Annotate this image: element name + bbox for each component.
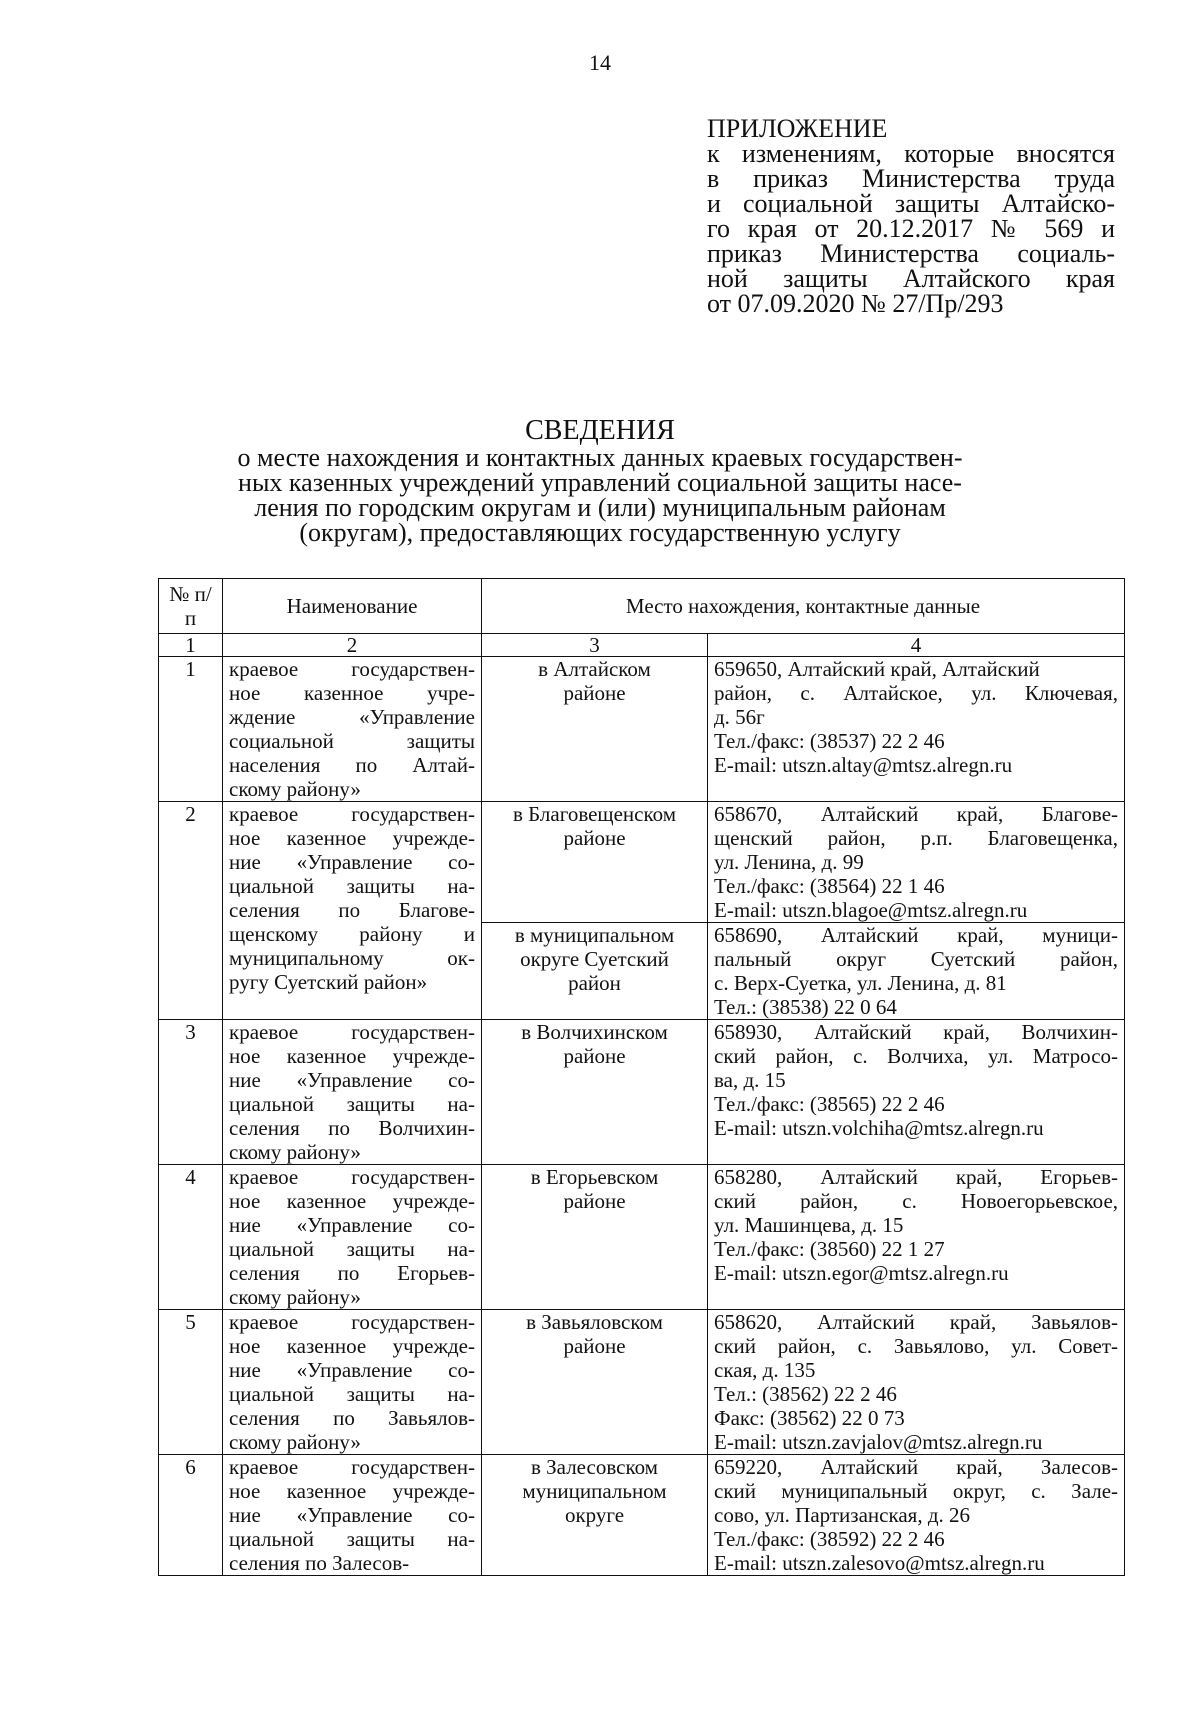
cell-line: селения по Завьялов- (229, 1406, 475, 1430)
contact-line: ул. Машинцева, д. 15 (714, 1213, 904, 1237)
row-number: 2 (159, 802, 223, 1020)
contact-line: Тел./факс: (38565) 22 2 46 (714, 1092, 945, 1116)
appendix-line: приказ Министерства социаль- (707, 239, 1115, 268)
row-number: 6 (159, 1455, 223, 1576)
contact-line: Тел./факс: (38537) 22 2 46 (714, 729, 945, 753)
contact-line: д. 56г (714, 705, 765, 729)
table-row (159, 1455, 1125, 1576)
appendix-line: ной защиты Алтайского края (707, 264, 1115, 293)
cell-line: ние «Управление со- (229, 1068, 475, 1092)
appendix-line: от 07.09.2020 № 27/Пр/293 (707, 289, 1004, 318)
contact-line: 658280, Алтайский край, Егорьев- (714, 1165, 1119, 1189)
cell-line: в Благовещенском (512, 802, 677, 826)
header-location: Место нахождения, контактные данные (482, 579, 1125, 634)
cell-line: ное казенное учрежде- (229, 1044, 475, 1068)
location-contacts (708, 1455, 1125, 1576)
cell-line: муниципальном (522, 1479, 667, 1503)
location-contacts (708, 1165, 1125, 1310)
table-row (159, 1310, 1125, 1455)
cell-line: селения по Благове- (229, 898, 475, 922)
cell-line: селения по Волчихин- (229, 1116, 475, 1140)
cell-line: округе Суетский (520, 947, 669, 971)
cell-line: ное казенное учрежде- (229, 1479, 475, 1503)
cell-line: скому району» (229, 1285, 361, 1309)
page-number: 14 (589, 50, 611, 75)
subtitle-line: о месте нахождения и контактных данных краевых государствен- (237, 443, 963, 472)
location-contacts (708, 1310, 1125, 1455)
cell-line: ное казенное учрежде- (229, 1189, 475, 1213)
contact-line: ва, д. 15 (714, 1068, 786, 1092)
table-row (159, 1020, 1125, 1165)
contact-line: сово, ул. Партизанская, д. 26 (714, 1503, 970, 1527)
location-contacts (708, 657, 1125, 802)
cell-line: район (568, 971, 621, 995)
contact-line: с. Верх-Суетка, ул. Ленина, д. 81 (714, 971, 1007, 995)
table-row (159, 1165, 1125, 1310)
contact-line: 659650, Алтайский край, Алтайский (714, 657, 1040, 681)
document-title: СВЕДЕНИЯ (525, 415, 675, 446)
column-number: 1 (159, 634, 223, 657)
contact-line: щенский район, р.п. Благовещенка, (714, 826, 1119, 850)
contact-line: Тел./факс: (38564) 22 1 46 (714, 874, 945, 898)
cell-line: циальной защиты на- (229, 1092, 475, 1116)
column-number: 3 (482, 634, 708, 657)
contact-line: ский район, с. Волчиха, ул. Матросо- (714, 1044, 1119, 1068)
contact-line: E-mail: utszn.altay@mtsz.alregn.ru (714, 753, 1013, 777)
institution-name (223, 1165, 482, 1310)
institutions-table (158, 578, 1125, 1576)
cell-line: ние «Управление со- (229, 1213, 475, 1237)
location-place (482, 1455, 708, 1576)
column-number: 4 (708, 634, 1125, 657)
cell-line: округе (564, 1503, 625, 1527)
cell-line: скому району» (229, 1430, 361, 1454)
table-body (159, 657, 1125, 1576)
contact-line: 658670, Алтайский край, Благове- (714, 802, 1119, 826)
appendix-line: к изменениям, которые вносятся (707, 139, 1115, 168)
cell-line: краевое государствен- (229, 1455, 475, 1479)
cell-line: ное казенное учре- (229, 681, 475, 705)
cell-line: краевое государствен- (229, 657, 475, 681)
column-number-row (159, 634, 1125, 657)
contact-line: E-mail: utszn.blagoe@mtsz.alregn.ru (714, 898, 1028, 922)
cell-line: социальной защиты (229, 729, 475, 753)
table-row (159, 657, 1125, 802)
location-contacts (708, 1020, 1125, 1165)
subtitle-line: ления по городским округам и (или) муниципальным районам (254, 493, 946, 522)
location-place (482, 1165, 708, 1310)
appendix-block (707, 116, 1115, 316)
contact-line: 659220, Алтайский край, Залесов- (714, 1455, 1119, 1479)
cell-line: районе (563, 681, 626, 705)
cell-line: в Залесовском (531, 1455, 658, 1479)
contact-line: E-mail: utszn.zavjalov@mtsz.alregn.ru (714, 1430, 1043, 1454)
cell-line: ние «Управление со- (229, 1358, 475, 1382)
cell-line: районе (563, 1334, 626, 1358)
cell-line: щенскому району и (229, 922, 475, 946)
contact-line: ская, д. 135 (714, 1358, 816, 1382)
cell-line: ние «Управление со- (229, 850, 475, 874)
cell-line: ное казенное учрежде- (229, 826, 475, 850)
cell-line: селения по Залесов- (229, 1551, 410, 1575)
institution-name (223, 802, 482, 1020)
contact-line: Факс: (38562) 22 0 73 (714, 1406, 905, 1430)
cell-line: районе (563, 1044, 626, 1068)
table-header-row (159, 579, 1125, 634)
cell-line: селения по Егорьев- (229, 1261, 475, 1285)
contact-line: Тел./факс: (38560) 22 1 27 (714, 1237, 945, 1261)
appendix-title: ПРИЛОЖЕНИЕ (707, 114, 888, 143)
cell-line: ругу Суетский район» (229, 970, 428, 994)
location-place (482, 1310, 708, 1455)
cell-line: циальной защиты на- (229, 1237, 475, 1261)
contact-line: E-mail: utszn.egor@mtsz.alregn.ru (714, 1261, 1009, 1285)
cell-line: ждение «Управление (229, 705, 475, 729)
contact-line: ский муниципальный округ, с. Зале- (714, 1479, 1119, 1503)
subtitle-line: (округам), предоставляющих государственную услугу (299, 518, 901, 547)
contact-line: ский район, с. Новоегорьевское, (714, 1189, 1119, 1213)
cell-line: в Завьяловском (526, 1310, 663, 1334)
column-number: 2 (223, 634, 482, 657)
institution-name (223, 1455, 482, 1576)
contact-line: 658620, Алтайский край, Завьялов- (714, 1310, 1119, 1334)
cell-line: циальной защиты на- (229, 874, 475, 898)
institution-name (223, 1310, 482, 1455)
location-contacts (708, 923, 1125, 1020)
cell-line: ние «Управление со- (229, 1503, 475, 1527)
row-number: 3 (159, 1020, 223, 1165)
row-number: 1 (159, 657, 223, 802)
cell-line: муниципальному ок- (229, 946, 475, 970)
location-place (482, 657, 708, 802)
cell-line: в Егорьевском (530, 1165, 659, 1189)
cell-line: циальной защиты на- (229, 1527, 475, 1551)
location-place (482, 923, 708, 1020)
table-row (159, 802, 1125, 923)
cell-line: краевое государствен- (229, 1165, 475, 1189)
appendix-line: и социальной защиты Алтайско- (707, 189, 1115, 218)
contact-line: район, с. Алтайское, ул. Ключевая, (714, 681, 1119, 705)
header-num: № п/п (159, 579, 223, 634)
cell-line: скому району» (229, 777, 361, 801)
cell-line: краевое государствен- (229, 802, 475, 826)
document-subtitle (0, 445, 1200, 545)
cell-line: населения по Алтай- (229, 753, 475, 777)
header-name: Наименование (223, 579, 482, 634)
cell-line: ное казенное учрежде- (229, 1334, 475, 1358)
row-number: 4 (159, 1165, 223, 1310)
cell-line: циальной защиты на- (229, 1382, 475, 1406)
contact-line: ский район, с. Завьялово, ул. Совет- (714, 1334, 1119, 1358)
contact-line: 658930, Алтайский край, Волчихин- (714, 1020, 1119, 1044)
cell-line: районе (563, 826, 626, 850)
contact-line: Тел.: (38538) 22 0 64 (714, 995, 897, 1019)
cell-line: скому району» (229, 1140, 361, 1164)
cell-line: в муниципальном (514, 923, 675, 947)
contact-line: ул. Ленина, д. 99 (714, 850, 864, 874)
institution-name (223, 1020, 482, 1165)
appendix-line: в приказ Министерства труда (707, 164, 1115, 193)
contact-line: E-mail: utszn.volchiha@mtsz.alregn.ru (714, 1116, 1044, 1140)
contact-line: Тел./факс: (38592) 22 2 46 (714, 1527, 945, 1551)
location-place (482, 802, 708, 923)
location-contacts (708, 802, 1125, 923)
contact-line: 658690, Алтайский край, муници- (714, 923, 1119, 947)
cell-line: в Алтайском (538, 657, 651, 681)
subtitle-line: ных казенных учреждений управлений социальной защиты насе- (238, 468, 962, 497)
appendix-line: го края от 20.12.2017 № 569 и (707, 214, 1115, 243)
contact-line: Тел.: (38562) 22 2 46 (714, 1382, 897, 1406)
cell-line: краевое государствен- (229, 1020, 475, 1044)
cell-line: районе (563, 1189, 626, 1213)
cell-line: краевое государствен- (229, 1310, 475, 1334)
cell-line: в Волчихинском (521, 1020, 668, 1044)
row-number: 5 (159, 1310, 223, 1455)
location-place (482, 1020, 708, 1165)
contact-line: пальный округ Суетский район, (714, 947, 1119, 971)
institution-name (223, 657, 482, 802)
contact-line: E-mail: utszn.zalesovo@mtsz.alregn.ru (714, 1551, 1045, 1575)
